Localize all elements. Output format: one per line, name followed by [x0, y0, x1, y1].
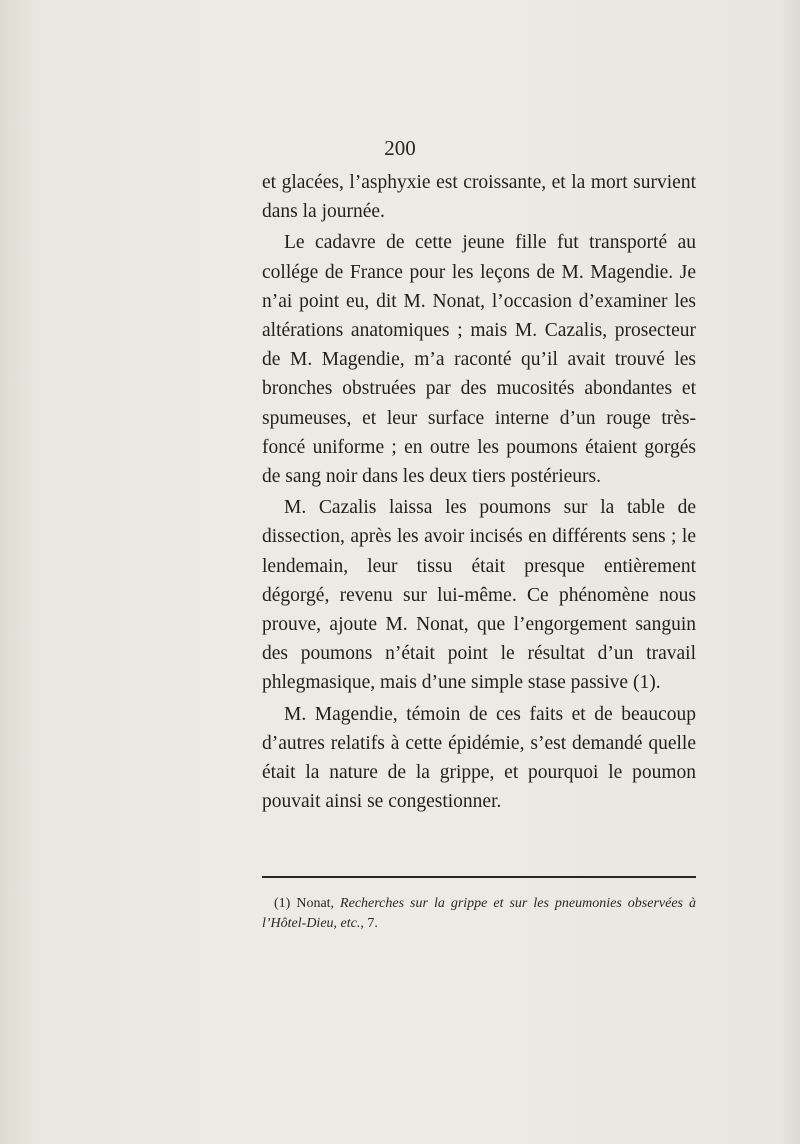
page-number: 200 [384, 136, 416, 160]
footnote [262, 894, 696, 934]
footnote-page-ref: 7. [367, 916, 378, 931]
footnote-marker: (1) [274, 896, 291, 911]
paragraph-2: Le cadavre de cette jeune fille fut transporté au collége de France pour les leçons de M. Magendie. Je n’ai point eu, dit M. Nonat, l’occasion d’examiner les altérations anatomiques ; mais M. Cazalis, prosecteur de M. Magendie, m’a raconté qu’il avait trouvé les bronches obstruées par des mucosités abondantes et spumeuses, et leur surface interne d’un rouge très-foncé uniforme ; en outre les poumons étaient gorgés de sang noir dans les deux tiers postérieurs. [262, 232, 696, 488]
body-text [262, 168, 696, 816]
footnote-title: Recherches sur la grippe et sur les pneumonies observées à l’Hôtel-Dieu, etc., [262, 896, 696, 931]
paragraph-1: et glacées, l’asphyxie est croissante, et la mort survient dans la journée. [262, 172, 696, 223]
footnote-rule [262, 876, 696, 878]
footnote-author: Nonat, [296, 896, 335, 911]
paragraph-3: M. Cazalis laissa les poumons sur la table de dissection, après les avoir incisés en différents sens ; le lendemain, leur tissu était presque entièrement dégorgé, revenu sur lui-même. Ce phénomène nous prouve, ajoute M. Nonat, que l’engorgement sanguin des poumons n’était point le résultat d’un travail phlegmasique, mais d’une simple stase passive (1). [262, 497, 696, 694]
paragraph-4: M. Magendie, témoin de ces faits et de beaucoup d’autres relatifs à cette épidémie, s’est demandé quelle était la nature de la grippe, et pourquoi le poumon pouvait ainsi se congestionner. [262, 703, 696, 813]
